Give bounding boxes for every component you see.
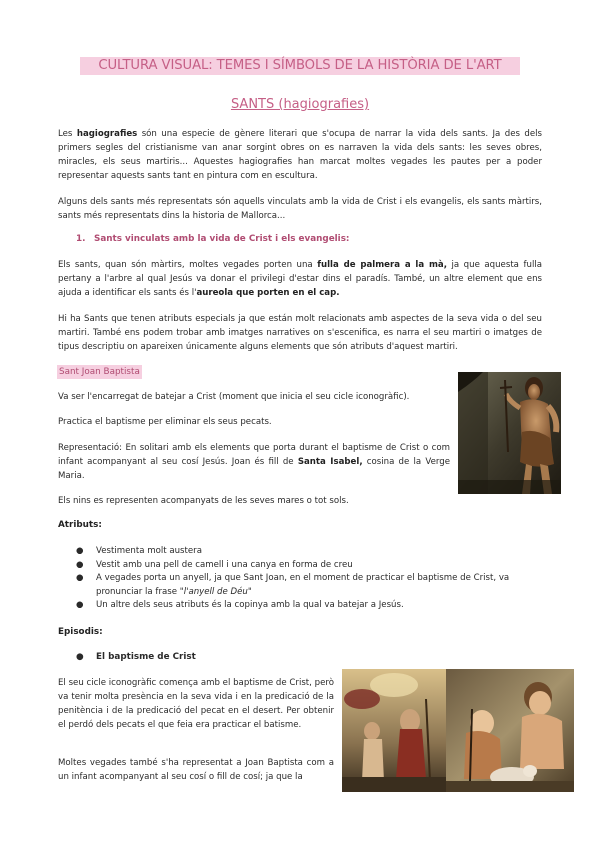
bullet-icon: ● bbox=[76, 652, 84, 662]
text-span: Representació: En solitari amb els elements que porta durant el baptisme de Crist o com infant acompanyant al seu cosí Jesús. Joan és fill de bbox=[58, 443, 450, 467]
list-item-text: Vestimenta molt austera bbox=[96, 546, 202, 556]
list-item bbox=[58, 545, 542, 559]
list-item bbox=[58, 559, 542, 573]
bold-term: fulla de palmera a la mà, bbox=[317, 260, 447, 270]
bold-term: Santa Isabel, bbox=[297, 457, 363, 467]
section1-paragraph-1 bbox=[58, 258, 542, 300]
list-item-text: Vestit amb una pell de camell i una canya en forma de creu bbox=[96, 559, 353, 570]
episode-paragraph-2: Moltes vegades també s'ha representat a Joan Baptista com a un infant acompanyant al seu cosí o fill de cosí; ja que la bbox=[58, 758, 334, 782]
text-span: cosina de la Verge Maria. bbox=[58, 457, 450, 481]
quote-end: " bbox=[247, 586, 252, 597]
saint-paragraph-1: Va ser l'encarregat de batejar a Crist (moment que inicia el seu cicle iconogràfic). bbox=[58, 392, 410, 402]
text-span: Les bbox=[58, 129, 77, 139]
list-item-text: Un altre dels seus atributs és la copinya amb la qual va batejar a Jesús. bbox=[96, 600, 404, 611]
bullet-icon: ● bbox=[76, 559, 84, 570]
list-item-text: A vegades porta un anyell, ja que Sant Joan, en el moment de practicar el baptisme de Crist, va pronunciar la frase " bbox=[96, 573, 510, 597]
section1-paragraph-2: Hi ha Sants que tenen atributs especials ja que están molt relacionats amb aspectes de la seva vida o del seu martiri. També ens podem trobar amb imatges narratives on s'escenifica, es narra el seu martiri o imatges de tipus descriptiu on apareixen únicamente alguns elements que són atributs d'aquest martiri. bbox=[58, 314, 542, 352]
saint-john-baptist-painting bbox=[458, 372, 561, 494]
text-span: són una especie de gènere literari que s'ocupa de narrar la vida dels sants. Ja des dels primers segles del cristianisme van anar sorgint obres on es narraven la vida dels sants: les seves obres, miracles, els seus martiris... Aquestes hagiografies han marcat moltes vegades les pautes per a poder representar aquests sants tant en pintura com en escultura. bbox=[58, 129, 543, 181]
saint-paragraph-3 bbox=[58, 441, 450, 483]
intro-paragraph-2: Alguns dels sants més representats són aquells vinculats amb la vida de Crist i els evangelis, els sants màrtirs, sants més representats dins la historia de Mallorca... bbox=[58, 197, 542, 221]
bullet-icon: ● bbox=[76, 600, 84, 611]
baptism-and-children-paintings bbox=[342, 669, 574, 792]
section-heading-text: Sants vinculats amb la vida de Crist i els evangelis: bbox=[94, 234, 350, 244]
saint-name-highlight: Sant Joan Baptista bbox=[59, 367, 140, 377]
episode-item bbox=[58, 652, 196, 662]
document-subtitle: SANTS (hagiografies) bbox=[230, 97, 370, 112]
list-item bbox=[58, 599, 542, 613]
saint-paragraph-2: Practica el baptisme per eliminar els seus pecats. bbox=[58, 417, 272, 427]
episodes-label: Episodis: bbox=[58, 627, 103, 637]
bold-term: hagiografies bbox=[76, 129, 138, 139]
intro-paragraph-1 bbox=[58, 127, 542, 183]
attributes-list bbox=[58, 545, 542, 613]
section-heading-1 bbox=[76, 234, 349, 244]
document-title: CULTURA VISUAL: TEMES I SÍMBOLS DE LA HISTÒRIA DE L'ART bbox=[80, 57, 520, 75]
bullet-icon: ● bbox=[76, 546, 84, 556]
list-item bbox=[58, 572, 542, 599]
attributes-label: Atributs: bbox=[58, 520, 102, 530]
bold-term: aureola que porten en el cap. bbox=[196, 288, 340, 298]
saint-paragraph-4: Els nins es representen acompanyats de les seves mares o tot sols. bbox=[58, 496, 349, 506]
section-number: 1. bbox=[76, 234, 86, 244]
text-span: Els sants, quan són màrtirs, moltes vegades porten una bbox=[58, 260, 318, 270]
episode-paragraph-1: El seu cicle iconogràfic comença amb el baptisme de Crist, però va tenir molta presència en la seva vida i en la predicació de la penitència i de la predicació del pecat en el desert. Per obtenir el perdó dels pecats el que feia era practicar el batisme. bbox=[58, 678, 334, 730]
text-span: ja que aquesta fulla pertany a l'arbre al qual Jesús va donar el privilegi d'estar dins el paradís. També, un altre element que ens ajuda a identificar els sants és l' bbox=[58, 260, 542, 298]
bullet-icon: ● bbox=[76, 573, 84, 584]
episode-title: El baptisme de Crist bbox=[96, 652, 196, 662]
quote-text: l'anyell de Déu bbox=[183, 586, 248, 597]
